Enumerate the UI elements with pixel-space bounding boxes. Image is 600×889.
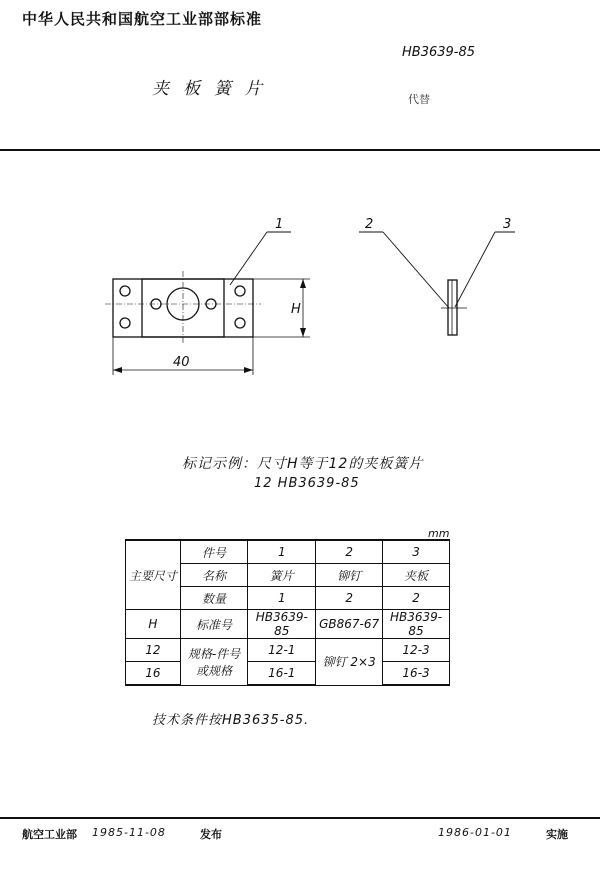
header-divider xyxy=(0,149,600,151)
h-value-16: 16 xyxy=(126,662,181,686)
row-label-spec xyxy=(180,639,248,686)
implement-label: 实施 xyxy=(546,828,568,841)
dimension-h: H xyxy=(291,302,301,317)
cell-spec1-16: 16-1 xyxy=(248,662,316,686)
callout-2: 2 xyxy=(365,217,374,232)
parts-table xyxy=(125,539,450,686)
row-label-part-no: 件号 xyxy=(180,540,248,564)
cell-part-2: 2 xyxy=(316,540,383,564)
dimension-width: 40 xyxy=(173,355,190,370)
table-row xyxy=(126,610,450,639)
rivet-hole xyxy=(235,318,245,328)
table-row xyxy=(126,662,450,686)
h-value-12: 12 xyxy=(126,639,181,662)
unit-label: mm xyxy=(428,527,450,540)
rivet-hole xyxy=(235,286,245,296)
cell-spec3-16: 16-3 xyxy=(383,662,450,686)
callout-3: 3 xyxy=(503,217,512,232)
document-title: 夹板簧片 xyxy=(152,79,276,99)
callout-1: 1 xyxy=(275,217,284,232)
rivet-hole xyxy=(120,318,130,328)
publish-label: 发布 xyxy=(200,828,222,841)
cell-name-1: 簧片 xyxy=(248,564,316,587)
side-view-plate xyxy=(448,280,457,335)
cell-name-3: 夹板 xyxy=(383,564,450,587)
rivet-hole xyxy=(120,286,130,296)
cell-part-1: 1 xyxy=(248,540,316,564)
cell-std-3: HB3639-85 xyxy=(383,610,450,639)
technical-note: 技术条件按HB3635-85. xyxy=(152,713,310,728)
marking-example: 标记示例：尺寸H等于12的夹板簧片 xyxy=(182,456,424,472)
cell-name-2: 铆钉 xyxy=(316,564,383,587)
cell-spec2: 铆钉 2×3 xyxy=(316,639,383,686)
cell-part-3: 3 xyxy=(383,540,450,564)
publish-date: 1985-11-08 xyxy=(92,826,166,839)
cell-spec3-12: 12-3 xyxy=(383,639,450,662)
technical-drawing xyxy=(95,205,515,385)
standard-number: HB3639-85 xyxy=(402,45,476,60)
cell-qty-2: 2 xyxy=(316,587,383,610)
cell-std-2: GB867-67 xyxy=(316,610,383,639)
row-label-spec-part: 规格-件号 xyxy=(187,646,241,661)
cell-qty-1: 1 xyxy=(248,587,316,610)
table-row xyxy=(126,540,450,564)
implement-date: 1986-01-01 xyxy=(438,826,512,839)
cell-std-1: HB3639-85 xyxy=(248,610,316,639)
row-label-spec-alt: 或规格 xyxy=(196,663,233,678)
replaces-label: 代替 xyxy=(408,93,430,106)
row-label-name: 名称 xyxy=(180,564,248,587)
h-label: H xyxy=(126,610,181,639)
publisher: 航空工业部 xyxy=(22,828,77,841)
footer-divider xyxy=(0,817,600,819)
row-label-qty: 数量 xyxy=(180,587,248,610)
table-row xyxy=(126,639,450,662)
cell-spec1-12: 12-1 xyxy=(248,639,316,662)
row-label-std: 标准号 xyxy=(180,610,248,639)
cell-qty-3: 2 xyxy=(383,587,450,610)
main-dims-label: 主要尺寸 xyxy=(126,540,181,610)
issuing-organization: 中华人民共和国航空工业部部标准 xyxy=(22,10,263,28)
marking-example-code: 12 HB3639-85 xyxy=(254,476,360,491)
